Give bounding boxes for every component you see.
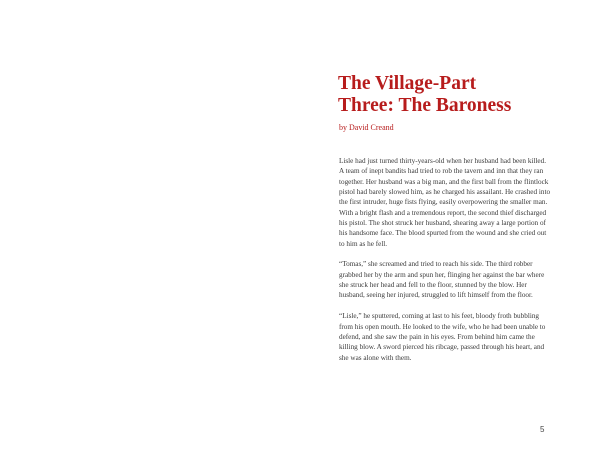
paragraph-1: Lisle had just turned thirty-years-old when her husband had been killed. A team of inept bandits had tried to rob the tavern and inn that they ran together. Her husband was a big man, and the first ball from the flintlock pistol had barely slowed him, as he charged his assailant. He crashed into the first intruder, huge fists flying, easily overpowering the smaller man. With a bright flash and a tremendous report, the second thief discharged his pistol. The shot struck her husband, shearing away a large portion of his handsome face. The blood spurted from the wound and she cried out to him as he fell. bbox=[339, 157, 551, 248]
chapter-title-line-1: The Village-Part bbox=[338, 73, 477, 94]
chapter-title-line-2: Three: The Baroness bbox=[338, 95, 512, 116]
body-text bbox=[339, 156, 551, 363]
author-byline: by David Creand bbox=[339, 123, 394, 132]
chapter-title bbox=[338, 73, 578, 117]
paragraph-3: “Lisle,” he sputtered, coming at last to his feet, bloody froth bubbling from his open mouth. He looked to the wife, who he had been unable to defend, and she saw the pain in his eyes. From behind him came the killing blow. A sword pierced his ribcage, passed through his heart, and she was alone with them. bbox=[339, 312, 546, 362]
page-number: 5 bbox=[540, 425, 545, 434]
paragraph-2: “Tomas,” she screamed and tried to reach his side. The third robber grabbed her by the arm and spun her, flinging her against the bar where she struck her head and fell to the floor, stunned by the blow. Her husband, seeing her injured, struggled to lift himself from the floor. bbox=[339, 260, 545, 300]
